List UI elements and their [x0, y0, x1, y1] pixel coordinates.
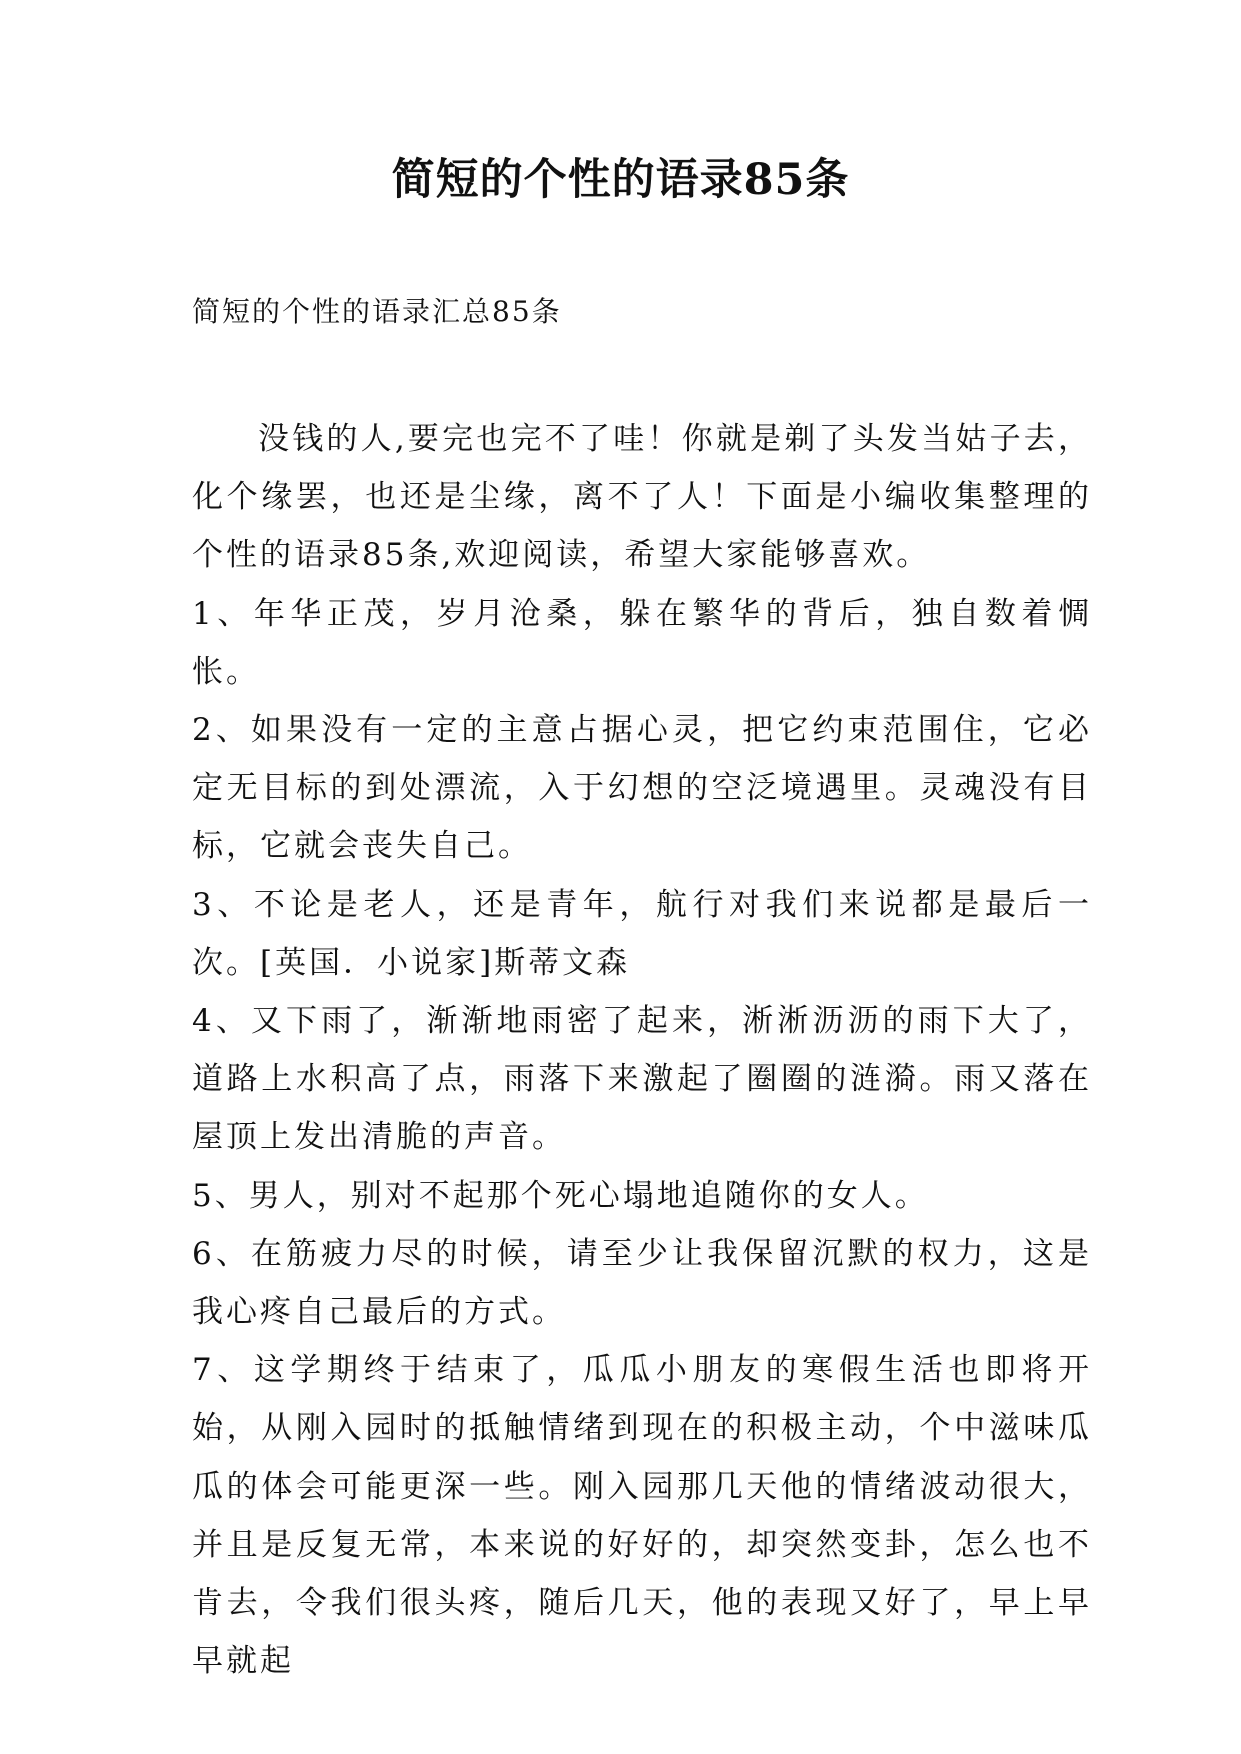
document-body [192, 410, 1092, 1690]
quote-item-5: 5、男人，别对不起那个死心塌地追随你的女人。 [192, 1177, 929, 1214]
quote-item-7: 7、这学期终于结束了，瓜瓜小朋友的寒假生活也即将开始，从刚入园时的抵触情绪到现在的积极主动，个中滋味瓜瓜的体会可能更深一些。刚入园那几天他的情绪波动很大，并且是反复无常，本来说的好好的，却突然变卦，怎么也不肯去，令我们很头疼，随后几天，他的表现又好了，早上早早就起 [192, 1352, 1092, 1680]
quote-item-2: 2、如果没有一定的主意占据心灵，把它约束范围住，它必定无目标的到处漂流，入于幻想的空泛境遇里。灵魂没有目标，它就会丧失自己。 [192, 712, 1092, 865]
document-subtitle: 简短的个性的语录汇总85条 [192, 295, 562, 328]
document-title: 简短的个性的语录85条 [391, 155, 850, 205]
intro-paragraph: 没钱的人,要完也完不了哇！你就是剃了头发当姑子去，化个缘罢，也还是尘缘，离不了人！下面是小编收集整理的个性的语录85条,欢迎阅读，希望大家能够喜欢。 [192, 421, 1092, 574]
quote-item-4: 4、又下雨了，渐渐地雨密了起来，淅淅沥沥的雨下大了，道路上水积高了点，雨落下来激起了圈圈的涟漪。雨又落在屋顶上发出清脆的声音。 [192, 1003, 1092, 1156]
quote-item-6: 6、在筋疲力尽的时候，请至少让我保留沉默的权力，这是我心疼自己最后的方式。 [192, 1235, 1092, 1331]
quote-item-3: 3、不论是老人，还是青年，航行对我们来说都是最后一次。[英国．小说家]斯蒂文森 [192, 886, 1092, 981]
quote-item-1: 1、年华正茂，岁月沧桑，躲在繁华的背后，独自数着惆怅。 [192, 595, 1092, 690]
